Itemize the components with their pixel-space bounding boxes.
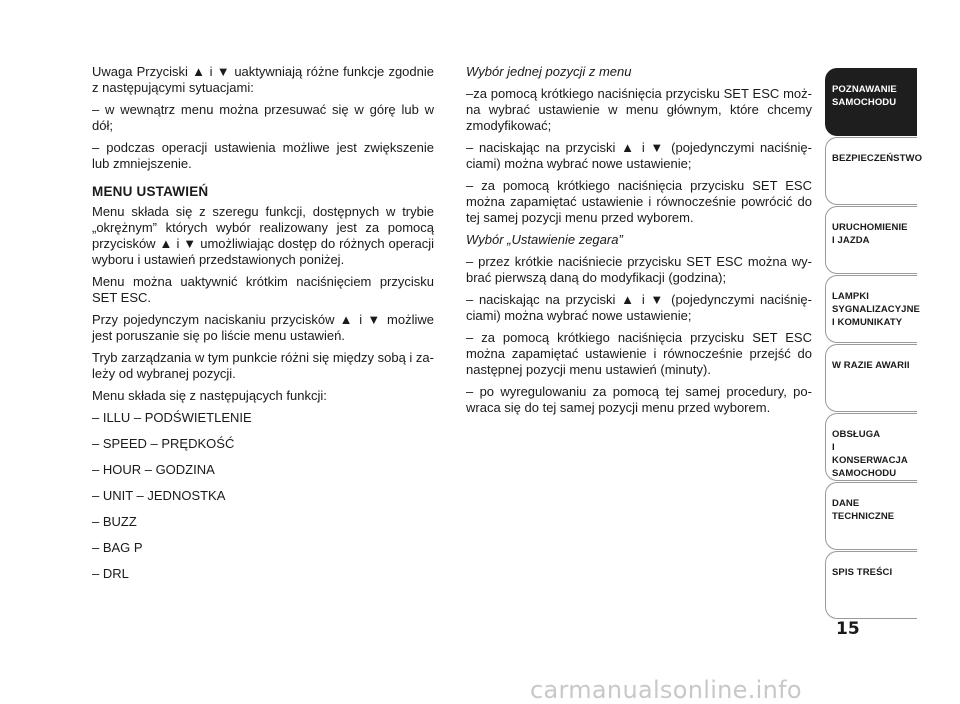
step-return: – po wyregulowaniu za pomocą tej samej procedury, powraca się do tej samej pozycji menu przed wyborem. [466,384,812,415]
functions-list [92,410,434,582]
subheading-select-item: Wybór jednej pozycji z menu [466,64,632,79]
tab-spis-tresci[interactable]: SPIS TREŚCI [825,551,917,619]
subheading-clock-setting: Wybór „Ustawienie zegara” [466,232,623,247]
step-choose-clock-value: – naciskając na przyciski ▲ i ▼ (pojedynczymi naciśnięciami) można wybrać nowe ustawienie; [466,292,812,323]
function-item-illu: – ILLU – PODŚWIETLENIE [92,410,252,425]
tab-lampki-sygnalizacyjne[interactable]: LAMPKI SYGNALIZACYJNE I KOMUNIKATY [825,275,917,343]
function-item-bag-p: – BAG P [92,540,143,555]
function-item-unit: – UNIT – JEDNOSTKA [92,488,226,503]
menu-activation-note: Menu można uaktywnić krótkim naciśnięciem przycisku SET ESC. [92,274,434,305]
menu-navigation-note: – w wewnątrz menu można przesuwać się w górę lub w dół; [92,102,434,133]
watermark: carmanualsonline.info [530,676,802,704]
chapter-sidebar [825,68,923,620]
tab-uruchomienie-i-jazda[interactable]: URUCHOMIENIE I JAZDA [825,206,917,274]
section-heading: MENU USTAWIEŃ [92,184,209,199]
function-item-speed: – SPEED – PRĘDKOŚĆ [92,436,235,451]
tab-w-razie-awarii[interactable]: W RAZIE AWARII [825,344,917,412]
tab-bezpieczenstwo[interactable]: BEZPIECZEŃSTWO [825,137,917,205]
tab-poznawanie-samochodu[interactable]: POZNAWANIE SAMOCHODU [825,68,917,136]
mode-note: Tryb zarządzania w tym punkcie różni się między sobą i zależy od wybranej pozycji. [92,350,434,381]
step-select-setting: –za pomocą krótkiego naciśnięcia przycisku SET ESC można wybrać ustawienie w menu głównym, które chcemy zmodyfikować; [466,86,812,133]
menu-scroll-note: Przy pojedynczym naciskaniu przycisków ▲ i ▼ możliwe jest poruszanie się po liście menu ustawień. [92,312,434,343]
function-item-hour: – HOUR – GODZINA [92,462,215,477]
intro-paragraph: Uwaga Przyciski ▲ i ▼ uaktywniają różne funkcje zgodnie z następującymi sytuacjami: [92,64,434,95]
step-save-next-item: – za pomocą krótkiego naciśnięcia przycisku SET ESC można zapamiętać ustawienie i równocześnie przejść do następnej pozycji menu ustawień (minuty). [466,330,812,377]
menu-description: Menu składa się z szeregu funkcji, dostępnych w trybie „okrężnym” których wybór realizowany jest za pomocą przycisków ▲ i ▼ umożliwiając dostęp do różnych operacji wyboru i ustawień przedstawionych poniżej. [92,204,434,267]
right-column [466,64,812,422]
functions-intro: Menu składa się z następujących funkcji: [92,388,327,403]
setting-operation-note: – podczas operacji ustawienia możliwe jest zwiększenie lub zmniejszenie. [92,140,434,171]
tab-dane-techniczne[interactable]: DANE TECHNICZNE [825,482,917,550]
page-number: 15 [836,619,860,639]
step-save-setting: – za pomocą krótkiego naciśnięcia przycisku SET ESC można zapamiętać ustawienie i równocześnie powrócić do tej samej pozycji menu przed wyborem. [466,178,812,225]
left-column [92,64,434,592]
tab-obsluga-i-konserwacja[interactable]: OBSŁUGA I KONSERWACJA SAMOCHODU [825,413,917,481]
step-choose-new-setting: – naciskając na przyciski ▲ i ▼ (pojedynczymi naciśnięciami) można wybrać nowe ustawienie; [466,140,812,171]
step-select-hour: – przez krótkie naciśniecie przycisku SET ESC można wybrać pierwszą daną do modyfikacji (godzina); [466,254,812,285]
function-item-buzz: – BUZZ [92,514,137,529]
function-item-drl: – DRL [92,566,129,581]
